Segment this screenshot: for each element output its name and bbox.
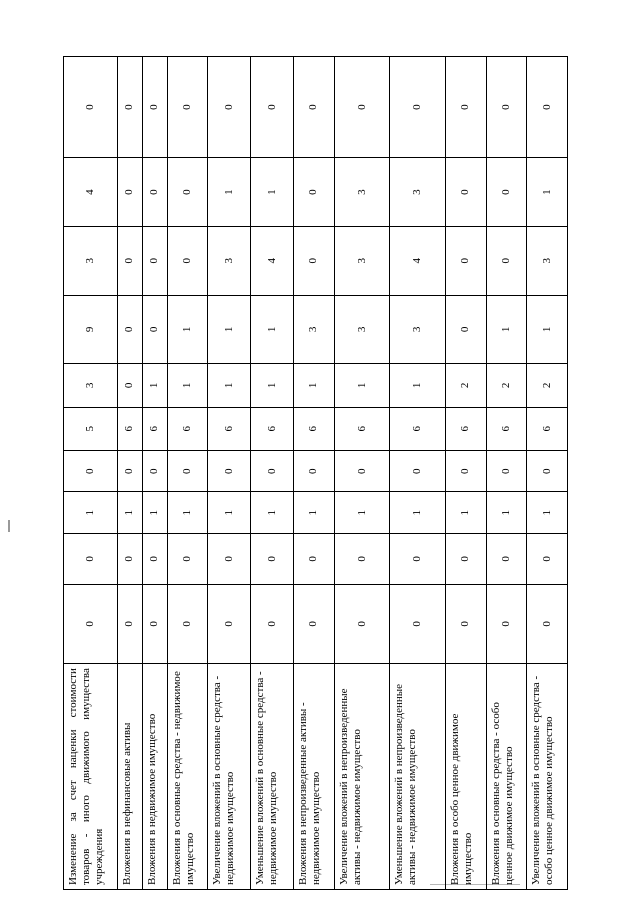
code-cell: 2	[445, 364, 486, 407]
code-cell: 0	[251, 534, 294, 585]
code-cell: 0	[167, 534, 208, 585]
code-cell: 3	[527, 226, 568, 295]
code-cell: 0	[486, 226, 527, 295]
table-row	[527, 57, 568, 890]
code-cell: 0	[445, 295, 486, 364]
table-row	[64, 57, 118, 890]
code-cell: 1	[527, 158, 568, 227]
code-cell: 0	[117, 57, 143, 158]
code-cell: 0	[294, 534, 335, 585]
code-cell: 1	[251, 364, 294, 407]
table-row	[294, 57, 335, 890]
code-cell: 1	[208, 492, 251, 534]
code-cell: 1	[527, 295, 568, 364]
code-cell: 3	[64, 364, 118, 407]
code-cell: 0	[445, 226, 486, 295]
code-cell: 4	[390, 226, 446, 295]
code-cell: 0	[445, 534, 486, 585]
row-label: Вложения в особо ценное движимое имущество	[445, 664, 486, 890]
code-cell: 0	[445, 450, 486, 492]
code-cell: 1	[208, 158, 251, 227]
code-cell: 3	[208, 226, 251, 295]
code-cell: 0	[294, 450, 335, 492]
code-cell: 0	[167, 226, 208, 295]
code-cell: 0	[117, 226, 143, 295]
code-cell: 0	[167, 450, 208, 492]
code-cell: 0	[143, 226, 168, 295]
row-label: Вложения в основные средства - особо ценное движимое имущество	[486, 664, 527, 890]
code-cell: 0	[64, 584, 118, 664]
table-row	[390, 57, 446, 890]
code-cell: 6	[390, 407, 446, 450]
code-cell: 6	[334, 407, 390, 450]
code-cell: 0	[251, 57, 294, 158]
code-cell: 0	[143, 584, 168, 664]
code-cell: 0	[117, 584, 143, 664]
code-cell: 1	[251, 158, 294, 227]
table-row	[143, 57, 168, 890]
code-cell: 1	[167, 295, 208, 364]
code-cell: 0	[390, 450, 446, 492]
code-cell: 0	[390, 584, 446, 664]
code-cell: 0	[294, 226, 335, 295]
table-row	[251, 57, 294, 890]
table-row	[208, 57, 251, 890]
row-label: Вложения в основные средства - недвижимое имущество	[167, 664, 208, 890]
code-cell: 0	[143, 57, 168, 158]
code-cell: 1	[486, 492, 527, 534]
code-cell: 0	[208, 57, 251, 158]
row-label: Изменение за счет наценки стоимости товаров - иного движимого имущества учреждения	[64, 664, 118, 890]
table-row	[486, 57, 527, 890]
code-cell: 1	[64, 492, 118, 534]
code-cell: 6	[294, 407, 335, 450]
code-cell: 0	[445, 584, 486, 664]
code-cell: 0	[167, 57, 208, 158]
table-row	[167, 57, 208, 890]
code-cell: 0	[527, 534, 568, 585]
code-cell: 6	[251, 407, 294, 450]
scan-edge-mark	[8, 520, 10, 532]
row-label: Увеличение вложений в основные средства - особо ценное движимое имущество	[527, 664, 568, 890]
row-label: Вложения в недвижимое имущество	[143, 664, 168, 890]
code-cell: 0	[64, 57, 118, 158]
code-cell: 1	[167, 364, 208, 407]
code-cell: 0	[486, 450, 527, 492]
code-cell: 6	[117, 407, 143, 450]
code-cell: 6	[143, 407, 168, 450]
table-row	[117, 57, 143, 890]
code-cell: 0	[334, 57, 390, 158]
code-cell: 0	[294, 57, 335, 158]
code-cell: 0	[527, 57, 568, 158]
code-cell: 3	[390, 158, 446, 227]
code-cell: 0	[167, 158, 208, 227]
code-cell: 0	[334, 584, 390, 664]
code-cell: 6	[486, 407, 527, 450]
code-cell: 0	[294, 584, 335, 664]
code-cell: 0	[143, 534, 168, 585]
table-body	[64, 57, 568, 890]
code-cell: 0	[251, 450, 294, 492]
table-row	[445, 57, 486, 890]
row-label: Уменьшение вложений в основные средства - недвижимое имущество	[251, 664, 294, 890]
code-cell: 0	[64, 450, 118, 492]
code-cell: 1	[390, 492, 446, 534]
row-label: Увеличение вложений в основные средства - недвижимое имущество	[208, 664, 251, 890]
code-cell: 0	[486, 158, 527, 227]
code-cell: 0	[143, 450, 168, 492]
code-cell: 1	[208, 295, 251, 364]
code-cell: 1	[143, 492, 168, 534]
code-cell: 0	[143, 295, 168, 364]
code-cell: 6	[445, 407, 486, 450]
code-cell: 0	[117, 295, 143, 364]
code-cell: 1	[334, 364, 390, 407]
code-cell: 0	[167, 584, 208, 664]
code-cell: 0	[117, 450, 143, 492]
code-cell: 5	[64, 407, 118, 450]
code-cell: 1	[486, 295, 527, 364]
code-cell: 0	[64, 534, 118, 585]
code-cell: 0	[486, 584, 527, 664]
code-cell: 6	[527, 407, 568, 450]
code-cell: 2	[527, 364, 568, 407]
code-cell: 2	[486, 364, 527, 407]
code-cell: 0	[486, 57, 527, 158]
row-label: Уменьшение вложений в непроизведенные активы - недвижимое имущество	[390, 664, 446, 890]
code-cell: 9	[64, 295, 118, 364]
code-cell: 3	[294, 295, 335, 364]
code-cell: 3	[334, 295, 390, 364]
code-cell: 1	[294, 492, 335, 534]
code-cell: 1	[445, 492, 486, 534]
code-cell: 1	[208, 364, 251, 407]
code-cell: 4	[64, 158, 118, 227]
code-cell: 0	[486, 534, 527, 585]
code-cell: 0	[445, 57, 486, 158]
code-cell: 3	[390, 295, 446, 364]
code-cell: 0	[445, 158, 486, 227]
code-cell: 0	[117, 534, 143, 585]
code-cell: 6	[208, 407, 251, 450]
code-cell: 1	[527, 492, 568, 534]
code-cell: 0	[251, 584, 294, 664]
code-cell: 1	[117, 492, 143, 534]
code-cell: 0	[334, 450, 390, 492]
code-cell: 0	[143, 158, 168, 227]
code-cell: 1	[390, 364, 446, 407]
code-cell: 1	[294, 364, 335, 407]
code-cell: 1	[167, 492, 208, 534]
code-cell: 0	[208, 534, 251, 585]
code-cell: 3	[334, 226, 390, 295]
code-cell: 0	[390, 57, 446, 158]
accounts-table	[63, 56, 568, 890]
code-cell: 0	[390, 534, 446, 585]
row-label: Вложения в непроизведенные активы - недвижимое имущество	[294, 664, 335, 890]
code-cell: 1	[251, 492, 294, 534]
code-cell: 0	[294, 158, 335, 227]
code-cell: 0	[527, 584, 568, 664]
code-cell: 0	[334, 534, 390, 585]
code-cell: 3	[334, 158, 390, 227]
table-row	[334, 57, 390, 890]
code-cell: 0	[208, 584, 251, 664]
row-label: Вложения в нефинансовые активы	[117, 664, 143, 890]
code-cell: 1	[143, 364, 168, 407]
code-cell: 0	[117, 158, 143, 227]
code-cell: 6	[167, 407, 208, 450]
code-cell: 0	[208, 450, 251, 492]
code-cell: 1	[251, 295, 294, 364]
rotated-table-frame	[63, 56, 568, 890]
code-cell: 0	[117, 364, 143, 407]
code-cell: 0	[527, 450, 568, 492]
row-label: Увеличение вложений в непроизведенные активы - недвижимое имущество	[334, 664, 390, 890]
code-cell: 4	[251, 226, 294, 295]
code-cell: 1	[334, 492, 390, 534]
code-cell: 3	[64, 226, 118, 295]
